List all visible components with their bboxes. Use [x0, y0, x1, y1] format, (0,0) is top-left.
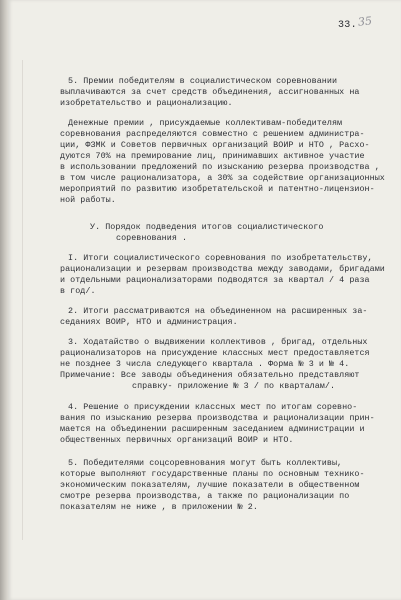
paper-crease	[22, 60, 23, 540]
paragraph-line: ции, ФЗМК и Советов первичных организаций ВОИР и НТО , Расхо-	[60, 140, 370, 150]
paragraph-line: в использовании предложений по изысканию резерва производства ,	[60, 162, 380, 172]
paragraph-line: мается на объединении расширенным заседанием администрации и	[60, 424, 365, 434]
paragraph-line: выплачиваются за счет средств объединения, ассигнованных на	[60, 87, 360, 97]
paragraph-line: показателям не ниже , в приложении № 2.	[60, 502, 258, 512]
paragraph-line: не позднее 3 числа следующего квартала . Форма № 3 и № 4.	[60, 359, 350, 369]
paragraph-line: которые выполняют государственные планы по основным технико-	[60, 469, 365, 479]
note-line: справку- приложение № 3 / по кварталам/.	[132, 381, 336, 391]
page-number: 33.	[338, 20, 357, 31]
note-line: Примечание: Все заводы объединения обязательно представляют	[60, 370, 360, 380]
paragraph-line: 3. Ходатайство о выдвижении коллективов , бригад, отдельных	[68, 337, 368, 347]
paragraph-line: вания по изысканию резерва производства и рационализации прин-	[60, 413, 375, 423]
paragraph-line: смотре резерва производства, а также по рационализации по	[60, 491, 350, 501]
paragraph-line: общественных первичных организаций ВОИР и НТО.	[60, 435, 294, 445]
paragraph-line: ной работы.	[60, 195, 116, 205]
paragraph-line: 4. Решение о присуждении классных мест по итогам соревно-	[68, 402, 358, 412]
binding-edge	[0, 0, 8, 600]
handwritten-page-mark: 35	[357, 14, 373, 29]
paragraph-line: рационализации и резервам производства между заводами, бригадами	[60, 264, 385, 274]
paragraph-line: 5. Премии победителям в социалистическом соревновании	[68, 76, 338, 86]
paragraph-line: изобретательство и рационализацию.	[60, 98, 233, 108]
paragraph-line: мероприятий по развитию изобретательской и патентно-лицензион-	[60, 184, 375, 194]
paragraph-line: 2. Итоги рассматриваются на объединенном на расширенных за-	[68, 306, 368, 316]
document-page	[8, 0, 401, 600]
paragraph-line: Денежные премии , присуждаемые коллективам-победителям	[68, 118, 343, 128]
paragraph-line: дуются 70% на премирование лиц, принимавших активное участие	[60, 151, 365, 161]
paragraph-line: в том числе рационализатора, а 30% за содействие организационных	[60, 173, 385, 183]
paragraph-line: экономическим показателям, лучшие показатели в общественном	[60, 480, 360, 490]
paragraph-line: рационализаторов на присуждение классных мест предоставляется	[60, 348, 370, 358]
paragraph-line: седаниях ВОИР, НТО и администрация.	[60, 317, 238, 327]
section-heading: У. Порядок подведения итогов социалистического	[90, 222, 324, 232]
section-heading: соревнования .	[116, 233, 188, 243]
paragraph-line: в год/.	[60, 286, 96, 296]
paragraph-line: и отдельными рационализаторами подводятся за квартал / 4 раза	[60, 275, 370, 285]
paragraph-line: I. Итоги социалистического соревнования по изобретательству,	[68, 253, 373, 263]
paragraph-line: 5. Победителями соцсоревнования могут быть коллективы,	[68, 458, 343, 468]
paragraph-line: соревнования распределяются совместно с решением администра-	[60, 129, 365, 139]
